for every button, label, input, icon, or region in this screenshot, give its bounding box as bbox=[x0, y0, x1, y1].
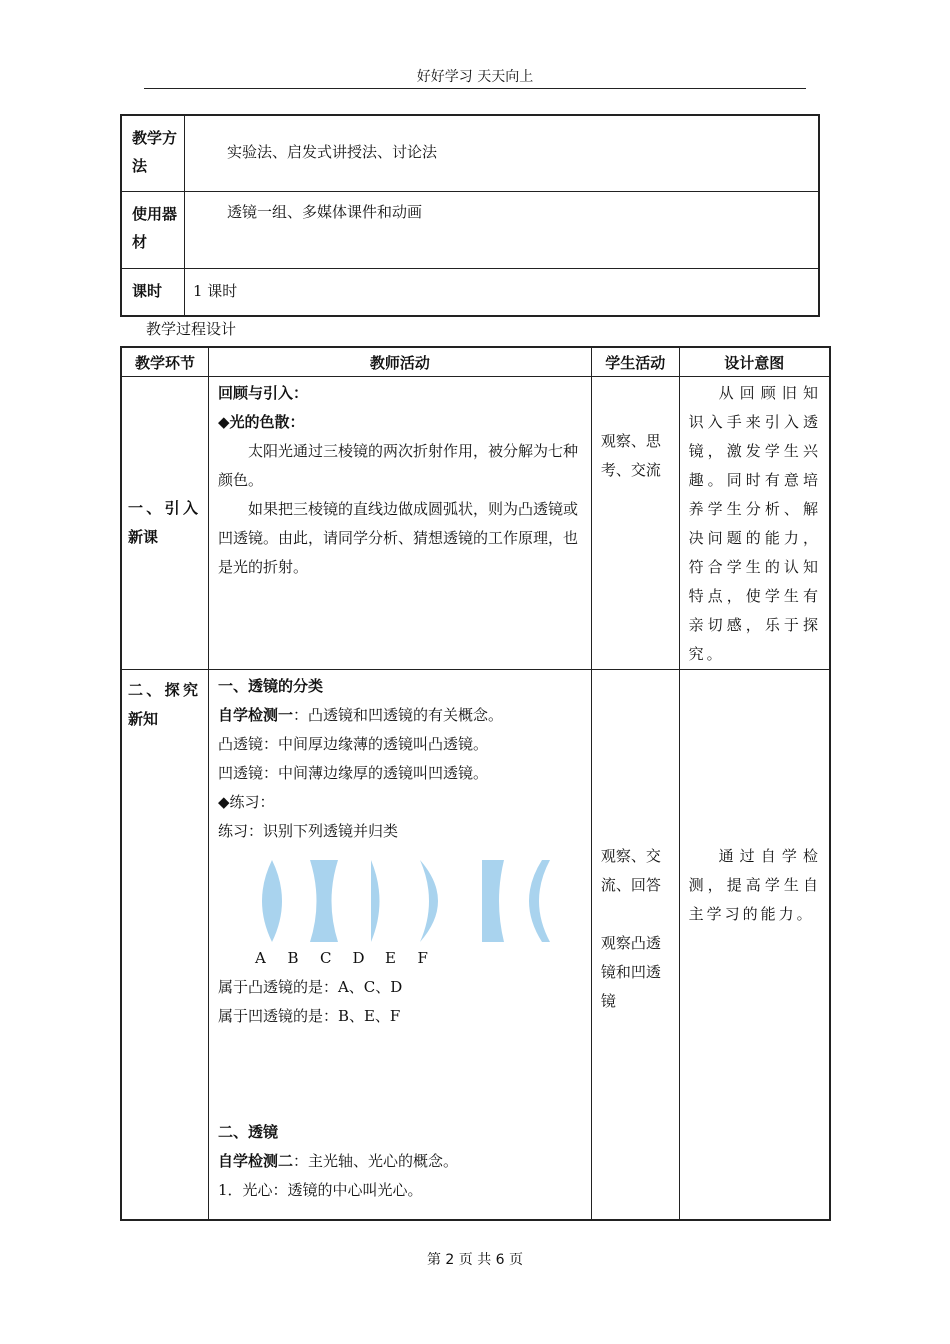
column-header: 教学环节 bbox=[121, 347, 208, 377]
lens-d-meniscus-convex bbox=[420, 860, 438, 942]
self-check-1 bbox=[218, 701, 583, 730]
page-header: 好好学习 天天向上 bbox=[144, 66, 806, 89]
lens-b-biconcave bbox=[310, 860, 338, 942]
info-value: 1 课时 bbox=[185, 268, 820, 316]
lens-label: B bbox=[287, 949, 299, 967]
intent-cell bbox=[679, 377, 830, 670]
info-label: 使用器材 bbox=[121, 191, 185, 268]
optical-center-item: 1．光心：透镜的中心叫光心。 bbox=[217, 1181, 423, 1199]
lens-diagram bbox=[258, 846, 578, 944]
self-check-1-label: 自学检测一 bbox=[217, 706, 293, 724]
design-intent: 从回顾旧知识入手来引入透镜，激发学生兴趣。同时有意培养学生分析、解决问题的能力，符合学生的认知特点，使学生有亲切感，乐于探究。 bbox=[688, 384, 821, 663]
convex-answer: 属于凸透镜的是：A、C、D bbox=[217, 978, 403, 996]
lens-label: D bbox=[352, 949, 365, 967]
info-label: 教学方法 bbox=[121, 115, 185, 191]
stage-label: 一、引入新课 bbox=[127, 499, 198, 546]
concave-answer: 属于凹透镜的是：B、E、F bbox=[217, 1007, 401, 1025]
student-activity: 观察、交流、回答 bbox=[600, 847, 661, 894]
convex-definition: 凸透镜：中间厚边缘薄的透镜叫凸透镜。 bbox=[217, 735, 488, 753]
student-cell bbox=[591, 670, 679, 1220]
self-check-2 bbox=[218, 1147, 583, 1176]
info-table bbox=[120, 114, 820, 317]
classification-heading: 一、透镜的分类 bbox=[217, 677, 323, 695]
design-intent: 通过自学检测，提高学生自主学习的能力。 bbox=[688, 847, 821, 923]
column-header: 设计意图 bbox=[679, 347, 830, 377]
lesson-table bbox=[120, 346, 831, 1221]
section-caption: 教学过程设计 bbox=[146, 320, 237, 338]
intent-cell bbox=[679, 670, 830, 1220]
column-header: 教师活动 bbox=[208, 347, 591, 377]
stage-label: 二、探究新知 bbox=[127, 681, 198, 728]
lens-heading: 二、透镜 bbox=[217, 1123, 278, 1141]
stage-cell bbox=[121, 670, 208, 1220]
dispersion-heading: ◆光的色散： bbox=[217, 413, 305, 431]
info-value: 实验法、启发式讲授法、讨论法 bbox=[185, 115, 820, 191]
intro-title: 回顾与引入： bbox=[217, 384, 308, 402]
student-cell bbox=[591, 377, 679, 670]
concave-definition: 凹透镜：中间薄边缘厚的透镜叫凹透镜。 bbox=[217, 764, 488, 782]
column-header: 学生活动 bbox=[591, 347, 679, 377]
lens-e-planoconcave bbox=[482, 860, 504, 942]
stage-cell bbox=[121, 377, 208, 670]
lens-label: A bbox=[254, 949, 266, 967]
lens-labels bbox=[218, 944, 583, 973]
self-check-1-text: ：凸透镜和凹透镜的有关概念。 bbox=[292, 706, 503, 724]
teacher-cell bbox=[208, 670, 591, 1220]
info-value: 透镜一组、多媒体课件和动画 bbox=[185, 191, 820, 268]
lens-label: E bbox=[384, 949, 396, 967]
practice-heading: ◆练习： bbox=[217, 793, 275, 811]
lens-label: C bbox=[319, 949, 332, 967]
lens-f-meniscus-concave bbox=[529, 860, 550, 942]
self-check-2-text: ：主光轴、光心的概念。 bbox=[292, 1152, 458, 1170]
student-activity: 观察、思考、交流 bbox=[600, 432, 661, 479]
info-label: 课时 bbox=[121, 268, 185, 316]
page-footer: 第 2 页 共 6 页 bbox=[426, 1252, 524, 1268]
lens-figures bbox=[218, 846, 583, 944]
lens-label: F bbox=[417, 949, 428, 967]
self-check-2-label: 自学检测二 bbox=[217, 1152, 293, 1170]
lens-a-biconvex bbox=[262, 860, 282, 942]
practice-text: 练习：识别下列透镜并归类 bbox=[217, 822, 398, 840]
student-activity: 观察凸透镜和凹透镜 bbox=[600, 934, 661, 1010]
dispersion-text: 太阳光通过三棱镜的两次折射作用，被分解为七种颜色。 bbox=[217, 442, 578, 489]
lens-intro-text: 如果把三棱镜的直线边做成圆弧状，则为凸透镜或凹透镜。由此，请同学分析、猜想透镜的工作原理，也是光的折射。 bbox=[217, 500, 578, 576]
lens-c-planoconvex bbox=[371, 860, 380, 942]
teacher-cell bbox=[208, 377, 591, 670]
